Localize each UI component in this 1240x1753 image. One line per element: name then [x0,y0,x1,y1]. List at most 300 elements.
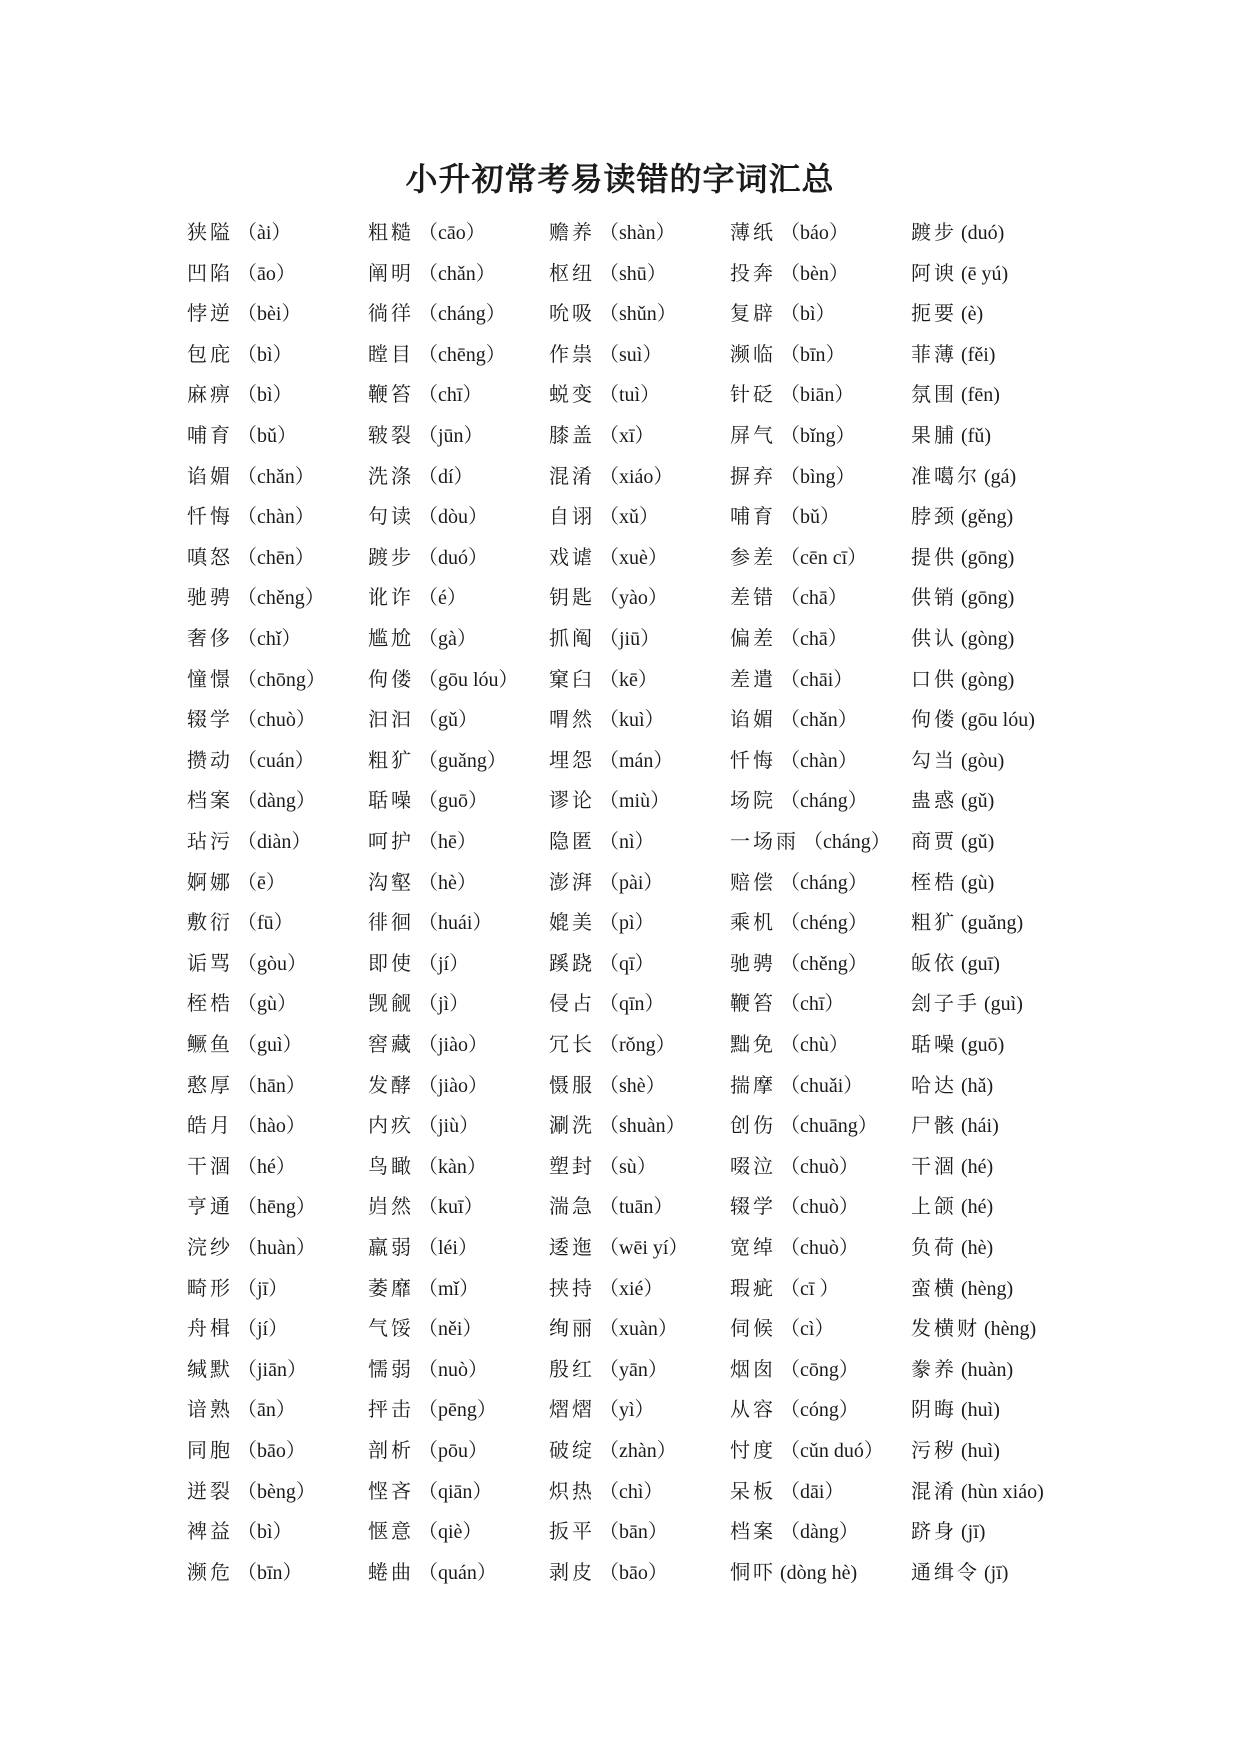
word-entry [549,821,655,862]
pinyin-text: (gōng) [961,587,1015,610]
word-entry [911,699,1035,740]
pinyin-text: (hǎ) [961,1074,994,1097]
word-text: 哺育 [730,504,776,529]
pinyin-text: （āo） [237,262,296,285]
word-text: 作祟 [549,341,595,366]
word-entry [730,1349,859,1390]
word-text: 殷红 [549,1356,595,1381]
pinyin-text: （jí） [237,1318,289,1341]
word-entry [549,659,658,700]
word-entry [911,1511,985,1552]
word-entry [187,699,316,740]
word-text: 通缉令 [911,1559,980,1584]
word-entry [730,821,891,862]
pinyin-text: （yān） [599,1358,668,1381]
word-entry [911,293,983,334]
word-entry [187,456,315,497]
word-text: 上颌 [911,1194,957,1219]
word-entry [911,983,1023,1024]
word-text: 狭隘 [187,220,233,244]
word-entry [911,537,1014,578]
pinyin-text: （hān） [237,1074,306,1097]
pinyin-text: （ān） [237,1399,296,1422]
word-entry [730,1389,859,1430]
word-entry [187,1308,288,1349]
pinyin-text: （yào） [599,587,668,610]
pinyin-text: （jī） [237,1277,289,1300]
pinyin-text: （qiān） [418,1480,493,1503]
word-text: 皈依 [911,950,957,975]
word-text: 氛围 [911,382,957,407]
word-entry [730,862,868,903]
pinyin-text: (duó) [961,222,1005,244]
word-text: 奢侈 [187,626,233,650]
word-entry [730,740,858,781]
pinyin-text: （dàng） [780,1521,859,1544]
pinyin-text: （é） [418,587,467,610]
word-text: 皓月 [187,1113,233,1138]
word-entry [187,862,286,903]
word-text: 摒弃 [730,463,776,488]
pinyin-text: （huàn） [237,1237,316,1259]
word-entry [549,740,673,781]
pinyin-text: （bān） [599,1521,668,1544]
word-entry [187,740,315,781]
word-entry [911,1430,1000,1471]
pinyin-text: （quán） [418,1561,497,1584]
pinyin-text: （gǔ） [418,709,478,732]
word-text: 混淆 [911,1478,957,1503]
word-text: 萎靡 [368,1275,414,1300]
pinyin-text: （shuàn） [599,1115,686,1138]
word-text: 黜免 [730,1032,776,1056]
pinyin-text: （chì） [599,1480,664,1503]
word-entry [368,415,484,456]
word-entry [187,1552,303,1593]
word-entry [187,253,296,294]
word-text: 岿然 [368,1194,414,1219]
word-text: 悭吝 [368,1478,414,1503]
pinyin-text: （ē） [237,871,286,894]
word-entry [549,1146,657,1187]
word-list [187,212,1087,1592]
word-entry [911,1268,1013,1309]
word-entry [187,1227,316,1268]
word-text: 辍学 [187,707,233,732]
pinyin-text: （xiáo） [599,465,674,488]
word-text: 恫吓 [730,1559,776,1584]
word-entry [730,537,867,578]
pinyin-text: (hùn xiáo) [961,1480,1044,1503]
word-entry [187,1349,307,1390]
pinyin-text: (jī) [961,1521,986,1544]
word-entry [368,821,477,862]
word-entry [730,415,856,456]
word-text: 气馁 [368,1316,414,1341]
word-entry [730,943,868,984]
word-text: 缄默 [187,1356,233,1381]
pinyin-text: （jiù） [418,1115,480,1138]
pinyin-text: (gòng) [961,668,1015,691]
pinyin-text: （jiān） [237,1358,307,1381]
pinyin-text: (hèng) [961,1277,1014,1300]
word-text: 瑕疵 [730,1275,776,1300]
word-entry [730,1227,859,1268]
pinyin-text: （gōu lóu） [418,668,519,691]
pinyin-text: （nuò） [418,1358,488,1381]
word-text: 阐明 [368,260,414,285]
word-entry [187,1186,316,1227]
pinyin-text: (guī) [961,952,1000,975]
word-entry [368,740,507,781]
word-entry [730,902,868,943]
word-entry [368,699,478,740]
pinyin-text: （cǔn duó） [780,1440,884,1462]
word-entry [368,1186,484,1227]
pinyin-text: （cāo） [418,222,486,244]
pinyin-text: （sù） [599,1155,657,1178]
pinyin-text: （chēn） [237,546,315,569]
word-text: 濒危 [187,1559,233,1584]
word-entry [187,293,301,334]
word-text: 惬意 [368,1519,414,1544]
word-entry [730,1105,878,1146]
pinyin-text: (guǎng) [961,912,1024,935]
pinyin-text: （kē） [599,668,658,691]
word-entry [730,699,858,740]
word-entry [187,1389,296,1430]
word-entry [549,1308,678,1349]
pinyin-text: （dí） [418,465,474,488]
word-entry [911,618,1014,659]
word-entry [730,1308,834,1349]
pinyin-text: （guō） [418,790,488,813]
word-text: 懦弱 [368,1356,414,1381]
word-entry [549,456,673,497]
pinyin-text: (gòu) [961,749,1005,772]
pinyin-text: （chōng） [237,668,326,691]
pinyin-text: （cì） [780,1318,835,1341]
word-text: 憨厚 [187,1072,233,1097]
word-text: 菲薄 [911,341,957,366]
pinyin-text: （cháng） [780,871,868,894]
word-text: 悖逆 [187,301,233,326]
page-title: 小升初常考易读错的字词汇总 [405,160,835,198]
word-entry [368,1552,497,1593]
word-entry [187,902,294,943]
pinyin-text: （bīn） [780,343,846,366]
word-entry [549,862,663,903]
word-text: 乘机 [730,910,776,935]
word-text: 鞭笞 [730,991,776,1016]
word-entry [368,577,467,618]
word-text: 扼要 [911,301,957,326]
word-text: 畸形 [187,1275,233,1300]
word-text: 憧憬 [187,666,233,691]
word-entry [549,1065,666,1106]
word-entry [730,212,849,253]
word-entry [549,212,676,253]
pinyin-text: （duó） [418,546,488,569]
word-text: 差遣 [730,666,776,691]
word-text: 粗糙 [368,220,414,244]
pinyin-text: （bìng） [780,465,856,488]
pinyin-text: （chuò） [780,1196,859,1219]
pinyin-text: （gà） [418,628,477,650]
pinyin-text: （cháng） [418,303,506,326]
word-text: 逶迤 [549,1235,595,1259]
pinyin-text: （rǒng） [599,1034,676,1056]
word-entry [368,943,469,984]
pinyin-text: （dāi） [780,1480,845,1503]
word-entry [187,780,316,821]
word-text: 发酵 [368,1072,414,1097]
pinyin-text: （jūn） [418,425,484,447]
word-entry [368,983,469,1024]
pinyin-text: （zhàn） [599,1440,677,1462]
word-text: 诟骂 [187,950,233,975]
pinyin-text: （pì） [599,912,655,935]
word-entry [730,1552,857,1593]
pinyin-text: （bì） [237,1521,293,1544]
pinyin-text: （biān） [780,384,855,407]
word-text: 即使 [368,950,414,975]
pinyin-text: （bèn） [780,262,849,285]
word-text: 蹊跷 [549,950,595,975]
word-text: 嗔怒 [187,544,233,569]
word-text: 桎梏 [187,991,233,1016]
word-text: 涮洗 [549,1113,595,1138]
pinyin-text: (hè) [961,1237,994,1259]
pinyin-text: （ài） [237,222,292,244]
word-entry [911,1227,993,1268]
word-text: 鳜鱼 [187,1032,233,1056]
pinyin-text: （shū） [599,262,667,285]
word-entry [911,1552,1008,1593]
pinyin-text: （chuò） [780,1155,859,1178]
pinyin-text: （chuāng） [780,1115,878,1138]
word-entry [911,1308,1036,1349]
word-entry [911,1471,1044,1512]
pinyin-text: （cōng） [780,1358,859,1381]
word-text: 麻痹 [187,382,233,407]
word-text: 参差 [730,544,776,569]
word-entry [549,902,655,943]
word-entry [730,253,849,294]
word-text: 蛊惑 [911,788,957,813]
word-text: 赔偿 [730,869,776,894]
pinyin-text: （chěng） [780,952,868,975]
pinyin-text: （bì） [237,384,293,407]
word-text: 谄媚 [730,707,776,732]
pinyin-text: (gù) [961,871,995,894]
pinyin-text: （gòu） [237,952,307,975]
pinyin-text: （bǐng） [780,425,856,447]
word-entry [187,821,311,862]
word-entry [549,577,668,618]
word-text: 塑封 [549,1153,595,1178]
pinyin-text: (gòng) [961,628,1015,650]
word-text: 慑服 [549,1072,595,1097]
pinyin-text: （shǔn） [599,303,677,326]
word-text: 聒噪 [368,788,414,813]
pinyin-text: （xuàn） [599,1318,678,1341]
word-entry [549,293,677,334]
word-entry [187,374,293,415]
word-entry [368,1065,488,1106]
word-text: 膝盖 [549,423,595,447]
word-text: 澎湃 [549,869,595,894]
pinyin-text: （nì） [599,831,655,853]
word-entry [730,1186,859,1227]
pinyin-text: （chī） [418,384,483,407]
pinyin-text: （chuò） [780,1237,859,1259]
pinyin-text: （tuān） [599,1196,674,1219]
word-text: 准噶尔 [911,463,980,488]
word-text: 尸骸 [911,1113,957,1138]
word-text: 鞭笞 [368,382,414,407]
pinyin-text: （xuè） [599,546,668,569]
word-text: 窖藏 [368,1032,414,1056]
word-text: 抨击 [368,1397,414,1422]
pinyin-text: (huàn) [961,1358,1014,1381]
word-text: 佝偻 [368,666,414,691]
word-text: 窠臼 [549,666,595,691]
word-text: 供销 [911,585,957,610]
word-entry [730,1268,839,1309]
word-entry [368,1511,482,1552]
word-entry [368,1105,479,1146]
word-text: 冗长 [549,1032,595,1056]
word-entry [368,862,477,903]
word-text: 戏谑 [549,544,595,569]
pinyin-text: （chǎn） [237,465,315,488]
pinyin-text: (huì) [961,1440,1000,1462]
word-entry [187,212,291,253]
word-text: 忏悔 [730,747,776,772]
word-entry [549,1024,676,1065]
word-text: 从容 [730,1397,776,1422]
word-text: 谙熟 [187,1397,233,1422]
pinyin-text: （dòu） [418,506,488,529]
word-entry [911,1024,1004,1065]
word-text: 攒动 [187,747,233,772]
word-text: 谄媚 [187,463,233,488]
word-text: 谬论 [549,788,595,813]
word-text: 忖度 [730,1438,776,1462]
pinyin-text: (ē yú) [961,262,1009,285]
word-entry [911,740,1004,781]
word-entry [187,943,307,984]
word-entry [187,983,297,1024]
pinyin-text: （léi） [418,1237,478,1259]
word-entry [911,1389,1000,1430]
word-text: 舟楫 [187,1316,233,1341]
word-text: 呵护 [368,829,414,853]
pinyin-text: （chéng） [780,912,868,935]
pinyin-text: （bāo） [599,1561,668,1584]
word-entry [368,1349,488,1390]
pinyin-text: （yì） [599,1399,655,1422]
pinyin-text: （cóng） [780,1399,859,1422]
word-text: 抓阄 [549,626,595,650]
word-text: 果脯 [911,423,957,447]
pinyin-text: (hé) [961,1155,994,1178]
pinyin-text: （hào） [237,1115,306,1138]
word-text: 濒临 [730,341,776,366]
word-entry [911,577,1014,618]
word-entry [549,1471,663,1512]
pinyin-text: （jiào） [418,1034,488,1056]
word-entry [368,253,496,294]
word-entry [911,659,1014,700]
word-text: 熠熠 [549,1397,595,1422]
word-entry [730,1430,884,1471]
pinyin-text: （jiào） [418,1074,488,1097]
word-entry [911,415,991,456]
word-entry [730,780,868,821]
word-entry [187,618,301,659]
word-entry [549,1349,668,1390]
pinyin-text: （shè） [599,1074,666,1097]
word-text: 绚丽 [549,1316,595,1341]
pinyin-text: （miù） [599,790,671,813]
pinyin-text: （guǎng） [418,749,507,772]
word-entry [549,780,670,821]
word-entry [730,1146,859,1187]
pinyin-text: (jī) [984,1561,1009,1584]
word-entry [549,618,660,659]
word-entry [730,983,844,1024]
word-entry [187,1430,306,1471]
pinyin-text: （kàn） [418,1155,487,1178]
word-text: 差错 [730,585,776,610]
pinyin-text: (gěng) [961,506,1014,529]
pinyin-text: (huì) [961,1399,1000,1422]
word-text: 徘徊 [368,910,414,935]
word-text: 负荷 [911,1235,957,1259]
word-entry [549,496,659,537]
word-text: 宽绰 [730,1235,776,1259]
word-text: 扳平 [549,1519,595,1544]
word-entry [368,659,519,700]
pinyin-text: （pōu） [418,1440,488,1462]
word-entry [549,1389,655,1430]
pinyin-text: （chā） [780,587,848,610]
pinyin-text: （jì） [418,993,470,1016]
word-entry [368,618,477,659]
word-text: 干涸 [911,1153,957,1178]
word-entry [368,1430,488,1471]
word-entry [187,1065,306,1106]
word-text: 豢养 [911,1356,957,1381]
word-entry [730,659,853,700]
pinyin-text: (fēn) [961,384,1000,407]
word-text: 哈达 [911,1072,957,1097]
word-text: 忏悔 [187,504,233,529]
word-text: 伺候 [730,1316,776,1341]
pinyin-text: （chǐ） [237,628,302,650]
pinyin-text: （mǐ） [418,1277,480,1300]
pinyin-text: （kuī） [418,1196,484,1219]
pinyin-text: (hái) [961,1115,999,1138]
pinyin-text: （cī ） [780,1277,840,1300]
pinyin-text: （qīn） [599,993,665,1016]
word-text: 驰骋 [730,950,776,975]
word-text: 凹陷 [187,260,233,285]
pinyin-text: (guō) [961,1034,1005,1056]
pinyin-text: （bèng） [237,1480,316,1503]
